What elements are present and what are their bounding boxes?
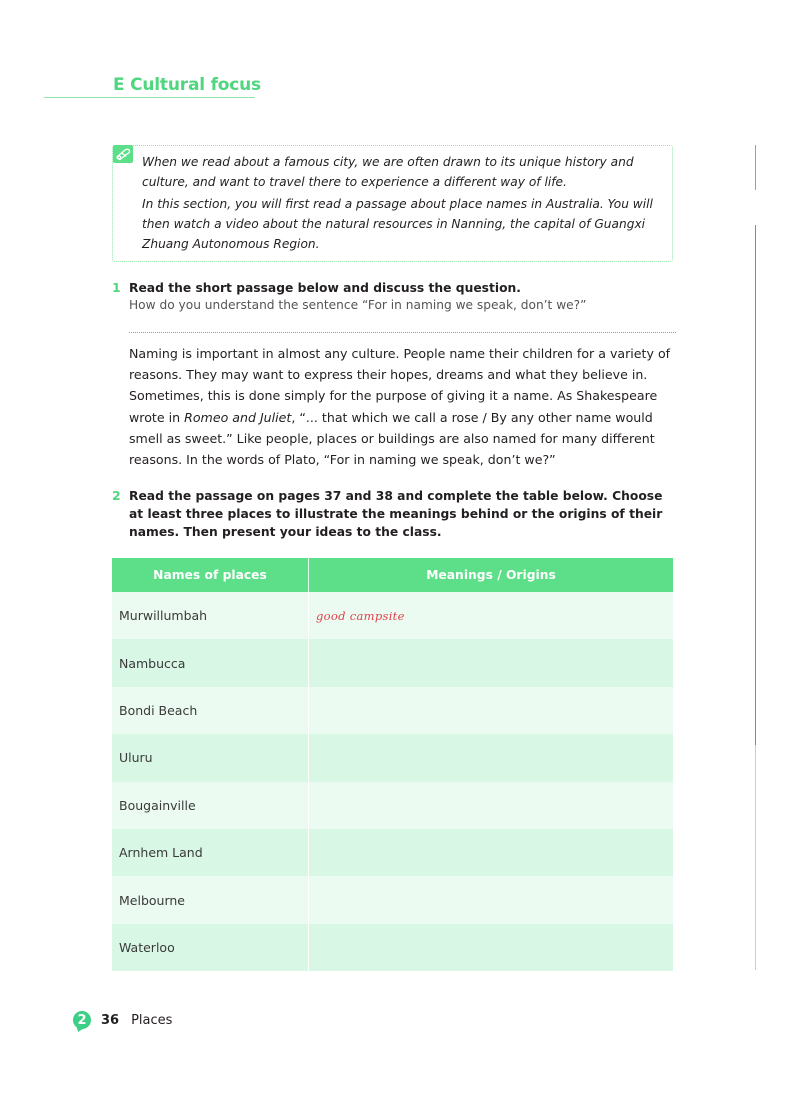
meaning-cell[interactable] <box>309 829 674 876</box>
question-title: Read the short passage below and discuss the question. <box>129 281 521 295</box>
place-name: Melbourne <box>112 876 309 923</box>
table-row <box>112 639 673 686</box>
section-heading <box>44 72 261 98</box>
reading-passage <box>129 343 689 470</box>
places-table <box>112 558 673 971</box>
column-header: Names of places <box>112 558 309 592</box>
place-name: Nambucca <box>112 639 309 686</box>
table-header-row <box>112 558 673 592</box>
page-edge-line <box>755 745 756 970</box>
place-name: Arnhem Land <box>112 829 309 876</box>
chapter-number: 2 <box>77 1012 87 1028</box>
intro-paragraph: In this section, you will first read a passage about place names in Australia. You will then watch a video about the natural resources in Nanning, the capital of Guangxi Zhuang Autonomous Region. <box>142 197 653 251</box>
table-row <box>112 687 673 734</box>
table-row <box>112 782 673 829</box>
page-edge-line <box>755 145 756 190</box>
page-footer <box>73 1011 172 1029</box>
meaning-cell[interactable] <box>309 687 674 734</box>
table-row <box>112 924 673 971</box>
question-number: 1 <box>112 280 121 295</box>
place-name: Uluru <box>112 734 309 781</box>
meaning-cell[interactable] <box>309 876 674 923</box>
intro-paragraph: When we read about a famous city, we are often drawn to its unique history and culture, and want to travel there to experience a different way of life. <box>142 155 634 189</box>
work-title: Romeo and Juliet <box>184 409 292 425</box>
page-number: 36 <box>101 1012 120 1028</box>
place-name: Bondi Beach <box>112 687 309 734</box>
place-name: Murwillumbah <box>112 592 309 639</box>
question-prompt: How do you understand the sentence “For in naming we speak, don’t we?” <box>129 298 587 312</box>
unit-title: Places <box>131 1012 173 1028</box>
table-row <box>112 829 673 876</box>
place-name: Bougainville <box>112 782 309 829</box>
meaning-cell[interactable] <box>309 734 674 781</box>
question-number: 2 <box>112 488 121 503</box>
question-title: Read the passage on pages 37 and 38 and complete the table below. Choose at least three places to illustrate the meanings behind or the origins of their names. Then present your ideas to the class. <box>129 489 663 539</box>
meaning-cell[interactable] <box>309 924 674 971</box>
column-header: Meanings / Origins <box>309 558 674 592</box>
section-title: E Cultural focus <box>113 75 261 95</box>
chapter-badge <box>73 1011 91 1029</box>
page-edge-line <box>755 225 756 745</box>
meaning-cell[interactable] <box>309 592 674 639</box>
meaning-cell[interactable] <box>309 639 674 686</box>
meaning-answer: good campsite <box>316 609 405 624</box>
pencil-note-icon <box>113 145 133 163</box>
place-name: Waterloo <box>112 924 309 971</box>
table-row <box>112 734 673 781</box>
passage-text: , “... that which we call a rose / By any other name would smell as sweet.” Like people, places or buildings are also named for many different reasons. In the words of Plato, “For in naming we speak, don’t we?” <box>129 409 655 468</box>
intro-text <box>142 152 672 254</box>
table-row <box>112 876 673 923</box>
answer-line[interactable] <box>129 332 676 333</box>
meaning-cell[interactable] <box>309 782 674 829</box>
passage-text: Naming is important in almost any culture. People name their children for a variety of reasons. They may want to express their hopes, dreams and what they believe in. Sometimes, this is done simply for the purpose of giving it a name. As Shakespeare wrote in <box>129 346 671 425</box>
table-row <box>112 592 673 639</box>
